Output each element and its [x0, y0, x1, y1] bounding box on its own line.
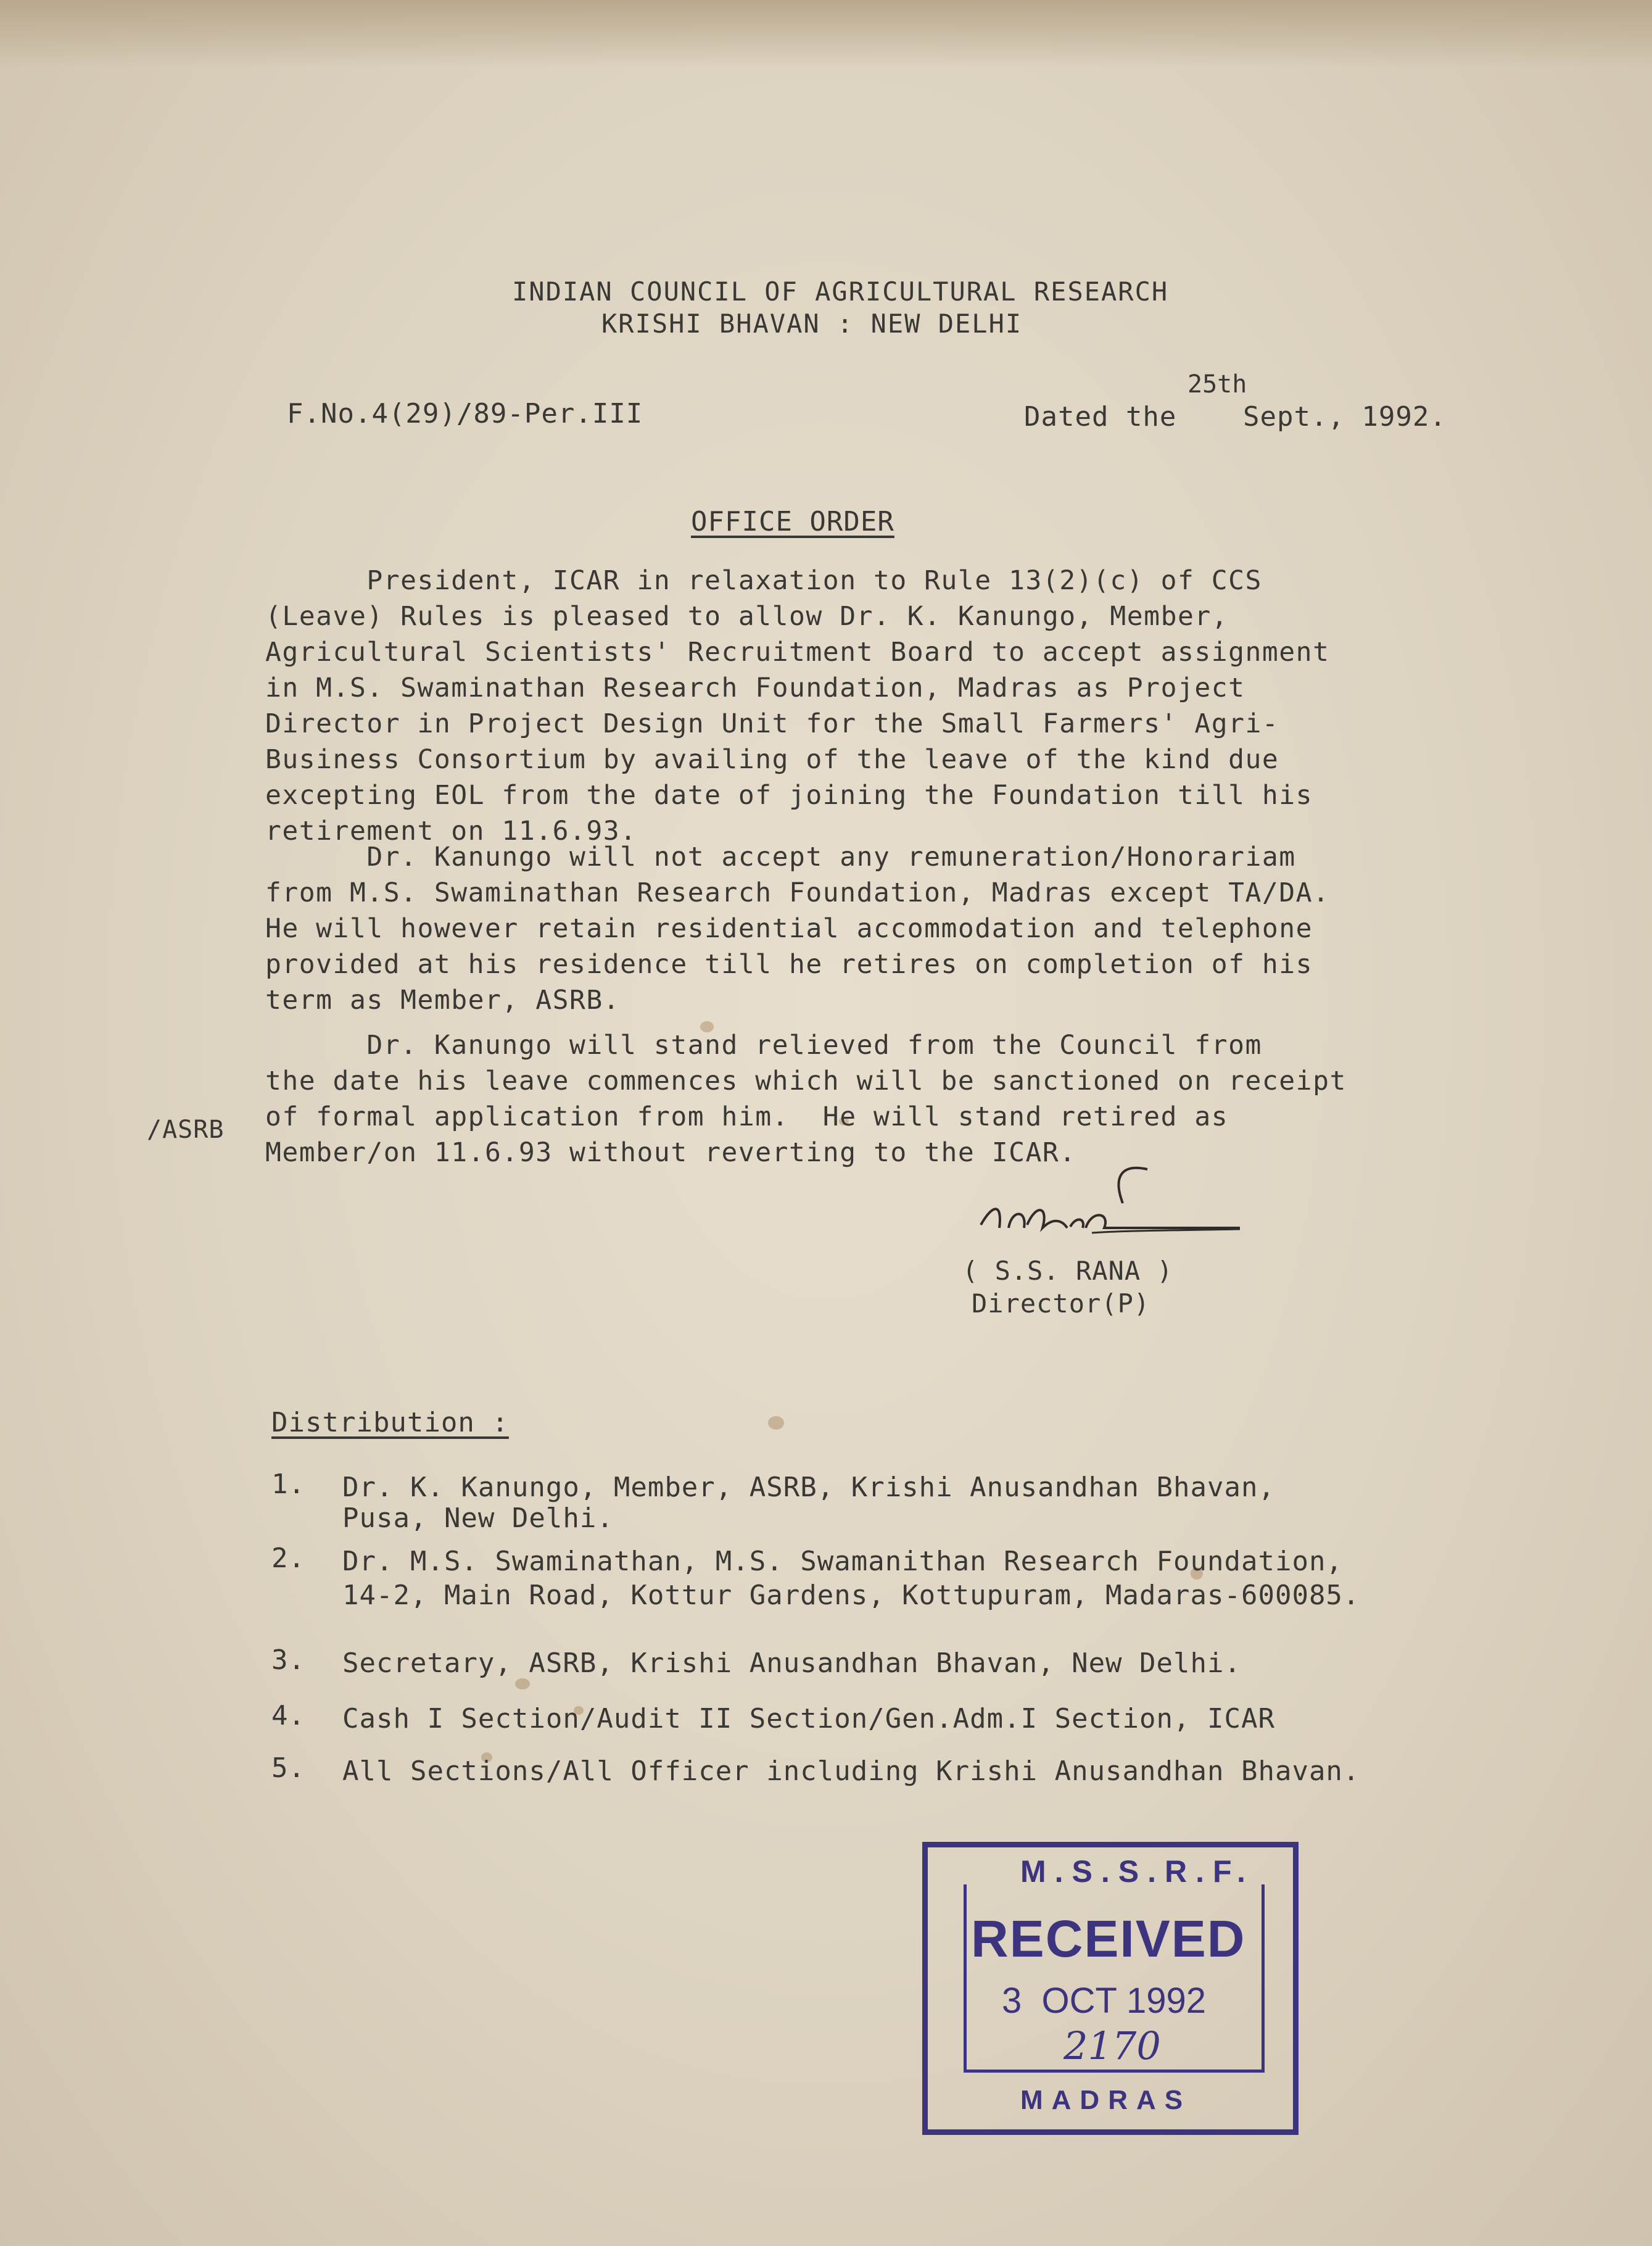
- text-line: Dr. Kanungo will stand relieved from the Council from: [265, 1030, 1262, 1061]
- received-stamp: [922, 1842, 1299, 2135]
- aged-top-edge: [0, 0, 1652, 68]
- stamp-number: 2170: [1063, 2023, 1161, 2068]
- text-line: in M.S. Swaminathan Research Foundation, Madras as Project: [265, 673, 1245, 703]
- dist-line: Secretary, ASRB, Krishi Anusandhan Bhavan, New Delhi.: [342, 1647, 1241, 1679]
- distribution-heading: Distribution :: [271, 1407, 509, 1438]
- text-line: Director in Project Design Unit for the Small Farmers' Agri-: [265, 708, 1279, 739]
- text-line: from M.S. Swaminathan Research Foundation, Madras except TA/DA.: [265, 877, 1330, 908]
- org-address: KRISHI BHAVAN : NEW DELHI: [601, 309, 1023, 339]
- dist-line: Pusa, New Delhi.: [342, 1502, 614, 1534]
- dist-num: 5.: [271, 1752, 305, 1784]
- margin-note: /ASRB: [147, 1116, 225, 1144]
- document-title: OFFICE ORDER: [691, 506, 894, 537]
- dist-num: 4.: [271, 1700, 305, 1731]
- text-line: the date his leave commences which will be sanctioned on receipt: [265, 1066, 1347, 1096]
- dist-num: 3.: [271, 1644, 305, 1676]
- text-line: (Leave) Rules is pleased to allow Dr. K. Kanungo, Member,: [265, 601, 1229, 632]
- dist-num: 2.: [271, 1543, 305, 1574]
- text-line: He will however retain residential accommodation and telephone: [265, 913, 1313, 944]
- dist-num: 1.: [271, 1469, 305, 1500]
- stamp-date: 3 OCT 1992: [1002, 1981, 1207, 2021]
- dist-line: Dr. K. Kanungo, Member, ASRB, Krishi Anusandhan Bhavan,: [342, 1472, 1275, 1503]
- text-line: Business Consortium by availing of the leave of the kind due: [265, 744, 1279, 775]
- date-day: 25th: [1187, 370, 1247, 399]
- stain: [515, 1678, 530, 1689]
- text-line: Dr. Kanungo will not accept any remuneration/Honorariam: [265, 842, 1296, 872]
- stain: [768, 1416, 784, 1430]
- text-line: provided at his residence till he retires on completion of his: [265, 949, 1313, 980]
- stamp-status: RECEIVED: [971, 1910, 1246, 1968]
- text-line: President, ICAR in relaxation to Rule 13(2)(c) of CCS: [265, 565, 1262, 596]
- file-number: F.No.4(29)/89-Per.III: [287, 398, 643, 429]
- text-line: of formal application from him. He will stand retired as: [265, 1101, 1229, 1132]
- paragraph-2: [265, 839, 1468, 1018]
- dist-line: Dr. M.S. Swaminathan, M.S. Swamanithan Research Foundation,: [342, 1546, 1343, 1577]
- signature-scribble: [968, 1166, 1252, 1259]
- stamp-org: M.S.S.R.F.: [1020, 1854, 1254, 1889]
- signatory-designation: Director(P): [972, 1288, 1150, 1319]
- text-line: Member/on 11.6.93 without reverting to the ICAR.: [265, 1137, 1076, 1168]
- dist-line: All Sections/All Officer including Krishi Anusandhan Bhavan.: [342, 1755, 1360, 1787]
- text-line: term as Member, ASRB.: [265, 985, 621, 1016]
- stamp-city: MADRAS: [1020, 2085, 1192, 2115]
- date-prefix: Dated the: [1024, 401, 1177, 433]
- text-line: excepting EOL from the date of joining the Foundation till his: [265, 780, 1313, 811]
- date-rest: Sept., 1992.: [1243, 401, 1447, 433]
- dist-line: 14-2, Main Road, Kottur Gardens, Kottupuram, Madaras-600085.: [342, 1580, 1360, 1611]
- text-line: retirement on 11.6.93.: [265, 816, 637, 847]
- paragraph-3: [265, 1027, 1468, 1171]
- org-name: INDIAN COUNCIL OF AGRICULTURAL RESEARCH: [512, 276, 1169, 307]
- signatory-name: ( S.S. RANA ): [962, 1256, 1173, 1286]
- dist-line: Cash I Section/Audit II Section/Gen.Adm.I Section, ICAR: [342, 1703, 1275, 1734]
- text-line: Agricultural Scientists' Recruitment Board to accept assignment: [265, 637, 1330, 668]
- paragraph-1: [265, 563, 1468, 849]
